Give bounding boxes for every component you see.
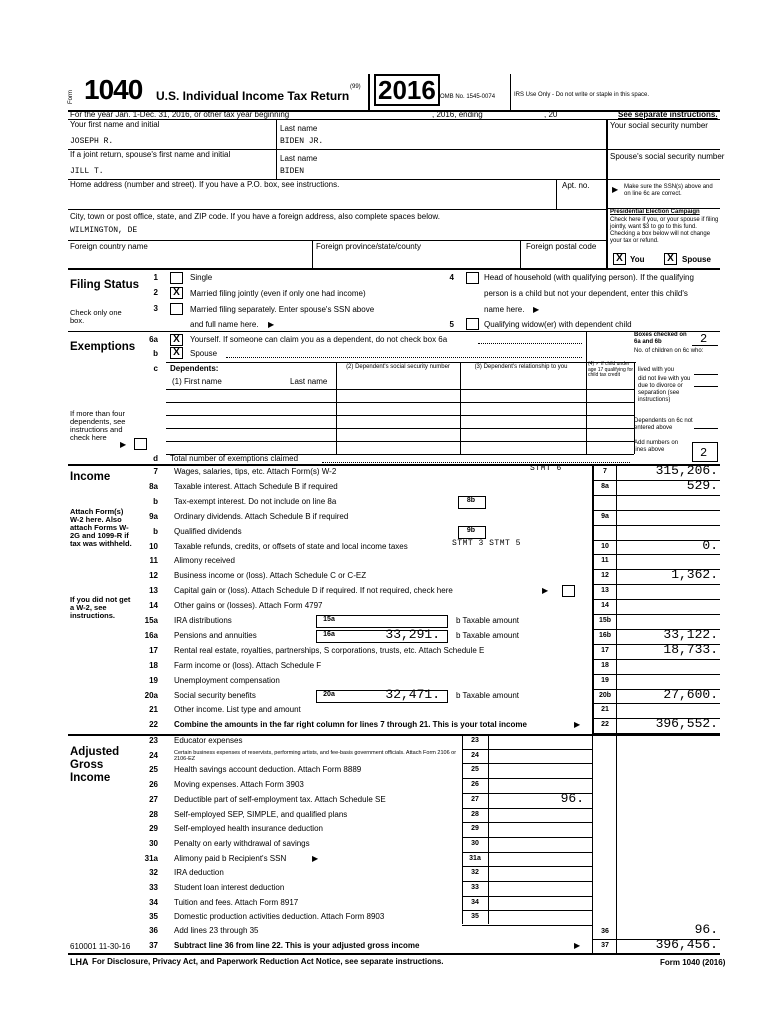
income-mid-code: 20a bbox=[323, 690, 335, 698]
filing-separate-label-2: and full name here. bbox=[190, 320, 259, 329]
income-heading: Income bbox=[70, 471, 111, 483]
exemptions-heading: Exemptions bbox=[70, 341, 136, 353]
income-mid-amount[interactable]: 33,291. bbox=[385, 626, 440, 642]
line-37-code: 37 bbox=[601, 942, 609, 949]
agi-line-code: 26 bbox=[471, 781, 479, 789]
lived-with-you: lived with you bbox=[638, 367, 675, 373]
income-line-label: Farm income or (loss). Attach Schedule F bbox=[174, 660, 322, 670]
income-line-number: 11 bbox=[149, 556, 158, 566]
form-header bbox=[68, 72, 720, 112]
income-line-label: Tax-exempt interest. Do not include on line 8a bbox=[174, 496, 337, 506]
more-than-four-note: If more than four dependents, see instructions and check here bbox=[70, 409, 126, 442]
agi-line-code: 34 bbox=[471, 898, 479, 906]
ssn-note: Make sure the SSN(s) above and on line 6c are correct. bbox=[624, 184, 713, 197]
spouse-ssn-label: Spouse's social security number bbox=[610, 152, 725, 161]
agi-line-label: Deductible part of self-employment tax. Attach Schedule SE bbox=[174, 794, 386, 804]
agi-line-number: 26 bbox=[149, 780, 158, 790]
income-line-number: 20a bbox=[144, 690, 158, 700]
no-w2-note: If you did not get a W-2, see instructions. bbox=[70, 595, 131, 620]
see-instructions[interactable]: See separate instructions. bbox=[618, 110, 718, 119]
foreign-province-label: Foreign province/state/county bbox=[316, 242, 421, 251]
income-mid-amount[interactable]: 32,471. bbox=[385, 686, 440, 702]
dep-col-ssn: (2) Dependent's social security number bbox=[346, 364, 450, 370]
exempt-spouse-label: Spouse bbox=[190, 349, 218, 358]
income-line-note: STMT 6 bbox=[530, 464, 562, 473]
spouse-last-label: Last name bbox=[280, 154, 318, 163]
dep-col-relationship: (3) Dependent's relationship to you bbox=[474, 364, 568, 370]
agi-line-label: Penalty on early withdrawal of savings bbox=[174, 838, 310, 848]
agi-line-number: 23 bbox=[149, 736, 158, 745]
agi-line-number: 33 bbox=[149, 883, 158, 892]
income-line-label: Capital gain or (loss). Attach Schedule D if required. If not required, check here bbox=[174, 586, 453, 596]
tax-year: 2016 bbox=[374, 74, 440, 106]
income-line-code: 17 bbox=[601, 646, 609, 654]
total-exemptions-value[interactable]: 2 bbox=[700, 446, 708, 460]
income-line-code: 7 bbox=[603, 468, 607, 475]
income-line-number: 9a bbox=[149, 511, 158, 521]
filing-single-label: Single bbox=[190, 273, 213, 282]
dep-col-credit: (4) ✓ if child under age 17 qualifying for child tax credit bbox=[588, 361, 634, 378]
children-title: No. of children on 6c who: bbox=[634, 348, 704, 354]
dep-col-last: Last name bbox=[290, 377, 328, 386]
agi-line-number: 25 bbox=[149, 765, 158, 775]
privacy-notice: For Disclosure, Privacy Act, and Paperwork Reduction Act Notice, see separate instructions. bbox=[92, 957, 444, 966]
exempt-yourself-checkbox[interactable]: X bbox=[170, 334, 183, 346]
income-line-label: Taxable interest. Attach Schedule B if required bbox=[174, 481, 338, 491]
arrow-icon: ▶ bbox=[574, 941, 581, 950]
taxable-amount-label: b Taxable amount bbox=[456, 630, 520, 640]
city-value[interactable]: WILMINGTON, DE bbox=[70, 226, 138, 235]
boxes-checked-label: Boxes checked on 6a and 6b bbox=[634, 332, 687, 345]
line-36-label: Add lines 23 through 35 bbox=[174, 926, 259, 935]
income-line-code: 10 bbox=[601, 542, 609, 550]
income-line-number: 7 bbox=[153, 467, 158, 476]
income-line-number: 13 bbox=[149, 586, 158, 596]
income-line-label: Business income or (loss). Attach Schedule C or C-EZ bbox=[174, 571, 367, 581]
form-id: 610001 11-30-16 bbox=[70, 942, 131, 951]
agi-line-label: Alimony paid b Recipient's SSN bbox=[174, 853, 287, 863]
line-37-number: 37 bbox=[149, 941, 158, 950]
agi-line-label: Educator expenses bbox=[174, 736, 243, 745]
agi-line-number: 34 bbox=[149, 897, 158, 907]
agi-line-code: 35 bbox=[471, 913, 479, 921]
line-37-amount[interactable]: 396,456. bbox=[655, 937, 718, 952]
income-line-label: Other income. List type and amount bbox=[174, 705, 301, 715]
filing-separate-checkbox[interactable] bbox=[170, 303, 183, 315]
foreign-postal-label: Foreign postal code bbox=[526, 242, 597, 251]
income-line-number: 16a bbox=[144, 630, 158, 640]
agi-line-amount[interactable]: 96. bbox=[560, 790, 584, 806]
add-numbers-label: Add numbers on lines above bbox=[634, 440, 679, 453]
income-line-code: 20b bbox=[598, 691, 612, 699]
filing-widow-label: Qualifying widow(er) with dependent child bbox=[484, 320, 632, 329]
apt-label: Apt. no. bbox=[562, 181, 590, 190]
agi-line-label: IRA deduction bbox=[174, 868, 224, 878]
income-line-number: 17 bbox=[149, 645, 158, 655]
total-exemptions-label: Total number of exemptions claimed bbox=[170, 454, 299, 463]
income-line-note: STMT 3 STMT 5 bbox=[452, 538, 521, 548]
form-title: U.S. Individual Income Tax Return bbox=[156, 89, 350, 103]
income-line-amount[interactable]: 18,733. bbox=[663, 641, 718, 657]
filing-joint-label: Married filing jointly (even if only one had income) bbox=[190, 289, 366, 298]
income-line-label: Qualified dividends bbox=[174, 526, 242, 536]
arrow-icon: ▶ bbox=[268, 320, 275, 329]
taxable-amount-label: b Taxable amount bbox=[456, 616, 520, 625]
income-line-label: Wages, salaries, tips, etc. Attach Form(s) W-2 bbox=[174, 467, 337, 476]
agi-line-code: 30 bbox=[471, 839, 479, 847]
income-line-label: Combine the amounts in the far right column for lines 7 through 21. This is your total income bbox=[174, 720, 527, 730]
arrow-icon: ▶ bbox=[312, 853, 319, 863]
income-line-amount[interactable]: 33,122. bbox=[663, 626, 718, 642]
agi-line-code: 27 bbox=[471, 795, 479, 803]
spouse-first-label: If a joint return, spouse's first name and initial bbox=[70, 150, 231, 159]
income-line-label: Unemployment compensation bbox=[174, 675, 280, 685]
arrow-icon: ▶ bbox=[533, 305, 540, 314]
agi-line-code: 28 bbox=[471, 810, 479, 818]
agi-line-label: Domestic production activities deduction. Attach Form 8903 bbox=[174, 912, 385, 922]
income-line-number: 10 bbox=[149, 541, 158, 551]
arrow-icon: ▶ bbox=[120, 440, 127, 449]
arrow-icon: ▶ bbox=[612, 185, 619, 194]
income-line-code: 14 bbox=[601, 602, 609, 610]
filing-single-checkbox[interactable] bbox=[170, 272, 183, 284]
income-line-number: b bbox=[153, 496, 158, 506]
last-name-label: Last name bbox=[280, 124, 318, 133]
arrow-icon: ▶ bbox=[574, 720, 581, 730]
ending-label: , 2016, ending bbox=[432, 110, 483, 119]
dep-col-first: (1) First name bbox=[172, 377, 222, 386]
line-37-label: Subtract line 36 from line 22. This is your adjusted gross income bbox=[174, 941, 420, 950]
first-name-value[interactable]: JOSEPH R. bbox=[70, 137, 114, 146]
taxable-amount-label: b Taxable amount bbox=[456, 690, 520, 700]
filing-widow-checkbox[interactable] bbox=[466, 318, 479, 330]
agi-line-number: 24 bbox=[149, 750, 158, 760]
form-number: 1040 bbox=[84, 74, 143, 105]
filing-hoh-label-3: name here. bbox=[484, 305, 525, 314]
campaign-you-checkbox[interactable]: X bbox=[613, 253, 626, 265]
more-than-four-checkbox[interactable] bbox=[134, 438, 147, 450]
agi-line-label: Student loan interest deduction bbox=[174, 883, 285, 892]
income-line-label: Pensions and annuities bbox=[174, 630, 257, 640]
attach-forms-note: Attach Form(s) W-2 here. Also attach Forms W-2G and 1099-R if tax was withheld. bbox=[70, 507, 132, 548]
exempt-yourself-label: Yourself. If someone can claim you as a dependent, do not check box 6a bbox=[190, 335, 448, 344]
agi-line-code: 23 bbox=[471, 737, 479, 744]
income-line-number: 21 bbox=[149, 705, 158, 715]
omb-number: OMB No. 1545-0074 bbox=[440, 94, 496, 100]
last-name-value[interactable]: BIDEN JR. bbox=[280, 137, 324, 146]
agi-line-number: 32 bbox=[149, 868, 158, 878]
income-line-code: 18 bbox=[601, 661, 609, 669]
line-36-amount[interactable]: 96. bbox=[694, 922, 718, 937]
income-line-label: Ordinary dividends. Attach Schedule B if required bbox=[174, 511, 349, 521]
foreign-country-label: Foreign country name bbox=[70, 242, 148, 251]
income-line-amount[interactable]: 315,206. bbox=[655, 463, 718, 478]
income-line-number: 19 bbox=[149, 675, 158, 685]
spouse-last-value[interactable]: BIDEN bbox=[280, 167, 305, 176]
income-line-code: 19 bbox=[601, 676, 609, 684]
form-word: Form bbox=[68, 90, 74, 104]
not-lived-with-you: did not live with you due to divorce or separation (see instructions) bbox=[638, 376, 691, 403]
income-line-amount[interactable]: 1,362. bbox=[671, 567, 718, 583]
capital-gain-checkbox[interactable] bbox=[562, 585, 575, 597]
income-line-code: 12 bbox=[601, 572, 609, 580]
filing-hoh-checkbox[interactable] bbox=[466, 272, 479, 284]
line-36-code: 36 bbox=[601, 928, 609, 935]
income-line-number: 22 bbox=[149, 720, 158, 730]
agi-line-label: Certain business expenses of reservists, performing artists, and fee-basis government officials. Attach Form 2106 or 2106-EZ bbox=[174, 749, 457, 762]
filing-joint-checkbox[interactable]: X bbox=[170, 287, 183, 299]
agi-line-code: 32 bbox=[471, 869, 479, 877]
agi-line-code: 33 bbox=[471, 884, 479, 891]
exempt-spouse-checkbox[interactable]: X bbox=[170, 347, 183, 359]
agi-line-number: 30 bbox=[149, 838, 158, 848]
filing-status-heading: Filing Status bbox=[70, 279, 139, 291]
agi-line-label: Tuition and fees. Attach Form 8917 bbox=[174, 897, 299, 907]
first-name-label: Your first name and initial bbox=[70, 120, 160, 129]
lha-label: LHA bbox=[70, 957, 89, 967]
income-line-label: Alimony received bbox=[174, 556, 235, 566]
spouse-first-value[interactable]: JILL T. bbox=[70, 167, 104, 176]
campaign-title: Presidential Election Campaign bbox=[610, 209, 700, 215]
income-line-label: IRA distributions bbox=[174, 616, 232, 625]
income-mid-code: 15a bbox=[323, 616, 335, 623]
income-line-number: 12 bbox=[149, 571, 158, 581]
line-36-number: 36 bbox=[149, 926, 158, 935]
income-line-code: 15b bbox=[598, 617, 612, 624]
campaign-spouse-label: Spouse bbox=[682, 255, 711, 264]
arrow-icon: ▶ bbox=[542, 586, 549, 596]
income-line-label: Other gains or (losses). Attach Form 4797 bbox=[174, 601, 323, 611]
agi-line-code: 29 bbox=[471, 825, 479, 833]
income-mid-code: 16a bbox=[323, 630, 335, 638]
agi-line-number: 31a bbox=[144, 853, 158, 863]
campaign-you-label: You bbox=[630, 255, 645, 264]
income-mid-code: 9b bbox=[466, 526, 476, 534]
check-only-note: Check only one box. bbox=[70, 308, 122, 325]
agi-line-code: 24 bbox=[471, 751, 479, 759]
income-line-code: 16b bbox=[598, 631, 612, 639]
income-mid-code: 8b bbox=[466, 496, 476, 504]
filing-separate-label: Married filing separately. Enter spouse's SSN above bbox=[190, 305, 375, 314]
income-line-amount[interactable]: 0. bbox=[702, 537, 718, 553]
address-label: Home address (number and street). If you have a P.O. box, see instructions. bbox=[70, 180, 340, 189]
income-line-label: Rental real estate, royalties, partnerships, S corporations, trusts, etc. Attach Schedule E bbox=[174, 645, 485, 655]
income-line-amount[interactable]: 529. bbox=[686, 477, 718, 493]
ending-label-2: , 20 bbox=[544, 110, 558, 119]
income-line-code: 8a bbox=[601, 482, 609, 490]
campaign-spouse-checkbox[interactable]: X bbox=[664, 253, 677, 265]
income-line-code: 9a bbox=[601, 512, 609, 520]
tax-year-line: For the year Jan. 1-Dec. 31, 2016, or other tax year beginning bbox=[70, 110, 290, 119]
income-line-number: b bbox=[153, 526, 158, 536]
agi-heading: Adjusted Gross Income bbox=[70, 746, 120, 784]
agi-line-label: Moving expenses. Attach Form 3903 bbox=[174, 780, 304, 790]
agi-line-code: 31a bbox=[469, 854, 481, 862]
agi-line-number: 28 bbox=[149, 809, 158, 819]
income-line-number: 18 bbox=[149, 660, 158, 670]
ssn-label: Your social security number bbox=[610, 121, 708, 130]
city-label: City, town or post office, state, and ZIP code. If you have a foreign address, also complete spaces below. bbox=[70, 212, 440, 221]
income-line-amount[interactable]: 396,552. bbox=[655, 716, 718, 732]
filing-hoh-label-2: person is a child but not your dependent, enter this child's bbox=[484, 289, 688, 298]
irs-use-only: IRS Use Only - Do not write or staple in this space. bbox=[514, 92, 650, 98]
agi-line-number: 35 bbox=[149, 912, 158, 922]
dependents-label: Dependents: bbox=[170, 364, 219, 373]
income-line-label: Taxable refunds, credits, or offsets of state and local income taxes bbox=[174, 541, 408, 551]
income-line-code: 21 bbox=[601, 706, 609, 714]
income-line-amount[interactable]: 27,600. bbox=[663, 686, 718, 702]
income-line-number: 8a bbox=[149, 481, 158, 491]
income-line-label: Social security benefits bbox=[174, 690, 256, 700]
agi-line-label: Self-employed health insurance deduction bbox=[174, 824, 323, 834]
form-code: (99) bbox=[350, 84, 361, 90]
filing-hoh-label: Head of household (with qualifying person). If the qualifying bbox=[484, 273, 694, 282]
agi-line-code: 25 bbox=[471, 766, 479, 774]
campaign-text: Check here if you, or your spouse if filing jointly, want $3 to go to this fund. Checking a box below will not change your tax or refund. bbox=[610, 217, 719, 244]
income-line-code: 11 bbox=[601, 557, 609, 565]
agi-line-label: Health savings account deduction. Attach Form 8889 bbox=[174, 765, 362, 775]
income-line-code: 22 bbox=[601, 721, 609, 729]
income-line-code: 13 bbox=[601, 587, 609, 595]
boxes-checked-value[interactable]: 2 bbox=[700, 332, 708, 346]
dependents-not-entered: Dependents on 6c not entered above bbox=[634, 418, 693, 431]
agi-line-number: 29 bbox=[149, 824, 158, 834]
agi-line-label: Self-employed SEP, SIMPLE, and qualified plans bbox=[174, 809, 348, 819]
agi-line-number: 27 bbox=[149, 794, 158, 804]
form-reference: Form 1040 (2016) bbox=[660, 958, 726, 967]
income-line-number: 15a bbox=[144, 616, 158, 625]
income-line-number: 14 bbox=[149, 601, 158, 611]
